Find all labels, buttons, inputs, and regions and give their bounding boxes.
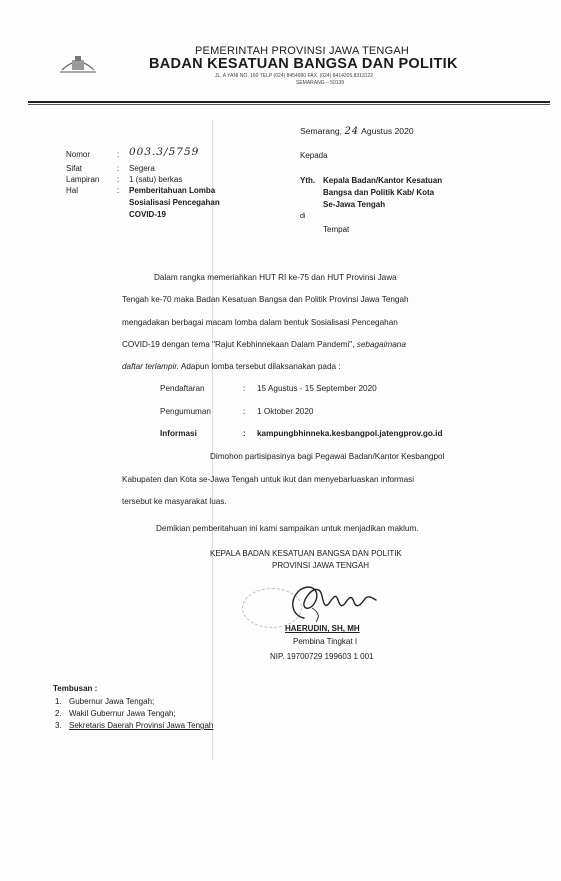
signatory-name: HAERUDIN, SH, MH xyxy=(285,624,360,633)
fold-line xyxy=(212,120,213,760)
yth-label: Yth. xyxy=(300,176,316,185)
government-logo xyxy=(58,52,98,74)
signatory-title1: KEPALA BADAN KESATUAN BANGSA DAN POLITIK xyxy=(210,549,402,558)
tempat-label: Tempat xyxy=(323,225,350,234)
lampiran-value: 1 (satu) berkas xyxy=(129,175,183,184)
date-place: Semarang, xyxy=(300,126,343,136)
item-informasi-label: Informasi xyxy=(160,429,197,438)
nomor-value: 003.3/5759 xyxy=(129,146,200,158)
colon: : xyxy=(243,384,246,393)
letterhead-city: SEMARANG – 50139 xyxy=(296,80,345,86)
sifat-value: Segera xyxy=(129,164,155,173)
letterhead-government: PEMERINTAH PROVINSI JAWA TENGAH xyxy=(195,45,410,57)
tembusan-no: 1. xyxy=(55,697,62,706)
handwritten-signature xyxy=(282,578,382,626)
body-p1-daftar: daftar terlampir. xyxy=(122,362,180,371)
colon: : xyxy=(243,407,246,416)
letterhead-agency: BADAN KESATUAN BANGSA DAN POLITIK xyxy=(149,56,458,72)
body-p1-line5 xyxy=(122,362,341,371)
body-p2-line1: Dimohon partisipasinya bagi Pegawai Badan/Kantor Kesbangpol xyxy=(210,452,445,461)
item-pendaftaran-label: Pendaftaran xyxy=(160,384,205,393)
item-pendaftaran-value: 15 Agustus - 15 September 2020 xyxy=(257,384,377,393)
colon: : xyxy=(117,186,120,195)
hal-line2: Sosialisasi Pencegahan xyxy=(129,198,220,207)
colon: : xyxy=(117,150,120,159)
body-p1-line1: Dalam rangka memeriahkan HUT RI ke-75 dan HUT Provinsi Jawa xyxy=(154,273,397,282)
item-pengumuman-value: 1 Oktober 2020 xyxy=(257,407,314,416)
sifat-label: Sifat xyxy=(66,164,83,173)
signatory-title2: PROVINSI JAWA TENGAH xyxy=(272,561,370,570)
recipient-line3: Se-Jawa Tengah xyxy=(323,200,386,209)
signatory-nip: NIP. 19700729 199603 1 001 xyxy=(270,652,374,661)
hal-label: Hal xyxy=(66,186,79,195)
closing-text: Demikian pemberitahuan ini kami sampaikan untuk menjadikan maklum. xyxy=(156,524,419,533)
kepada-label: Kepada xyxy=(300,151,328,160)
letterhead-address: JL. A YANI NO. 160 TELP (024) 8454990 FAX. (024) 8414205,8313122 xyxy=(215,73,374,79)
item-pengumuman-label: Pengumuman xyxy=(160,407,211,416)
colon: : xyxy=(117,175,120,184)
header-rule xyxy=(28,101,550,103)
date-day: 24 xyxy=(344,126,360,137)
tembusan-item: Gubernur Jawa Tengah; xyxy=(69,697,155,706)
colon: : xyxy=(243,429,246,438)
lampiran-label: Lampiran xyxy=(66,175,100,184)
tembusan-no: 3. xyxy=(55,721,62,730)
hal-line3: COVID-19 xyxy=(129,210,166,219)
date-month-year: Agustus 2020 xyxy=(361,126,414,136)
tembusan-item: Wakil Gubernur Jawa Tengah; xyxy=(69,709,176,718)
body-p1-italic: sebagaimana xyxy=(356,340,406,349)
body-p1-schedule-intro: Adapun lomba tersebut dilaksanakan pada : xyxy=(180,362,341,371)
body-p2-line3: tersebut ke masyarakat luas. xyxy=(122,497,227,506)
recipient-line1: Kepala Badan/Kantor Kesatuan xyxy=(323,176,443,185)
tembusan-title: Tembusan : xyxy=(53,684,98,693)
nomor-label: Nomor xyxy=(66,150,91,159)
tembusan-item: Sekretaris Daerah Provinsi Jawa Tengah xyxy=(69,721,214,730)
body-p2-line2: Kabupaten dan Kota se-Jawa Tengah untuk ikut dan menyebarluaskan informasi xyxy=(122,475,415,484)
item-informasi-value: kampungbhinneka.kesbangpol.jatengprov.go.id xyxy=(257,429,443,438)
body-p1-line2: Tengah ke-70 maka Badan Kesatuan Bangsa dan Politik Provinsi Jawa Tengah xyxy=(122,295,409,304)
letter-date xyxy=(300,126,414,137)
di-label: di xyxy=(300,213,306,220)
signatory-rank: Pembina Tingkat I xyxy=(293,637,358,646)
tembusan-no: 2. xyxy=(55,709,62,718)
hal-line1: Pemberitahuan Lomba xyxy=(129,186,216,195)
recipient-line2: Bangsa dan Politik Kab/ Kota xyxy=(323,188,435,197)
body-p1-line3: mengadakan berbagai macam lomba dalam bentuk Sosialisasi Pencegahan xyxy=(122,318,398,327)
header-rule-thin xyxy=(28,104,550,105)
colon: : xyxy=(117,164,120,173)
body-p1-line4 xyxy=(122,340,406,349)
body-p1-theme: COVID-19 dengan tema "Rajut Kebhinnekaan Dalam Pandemi", xyxy=(122,340,355,349)
